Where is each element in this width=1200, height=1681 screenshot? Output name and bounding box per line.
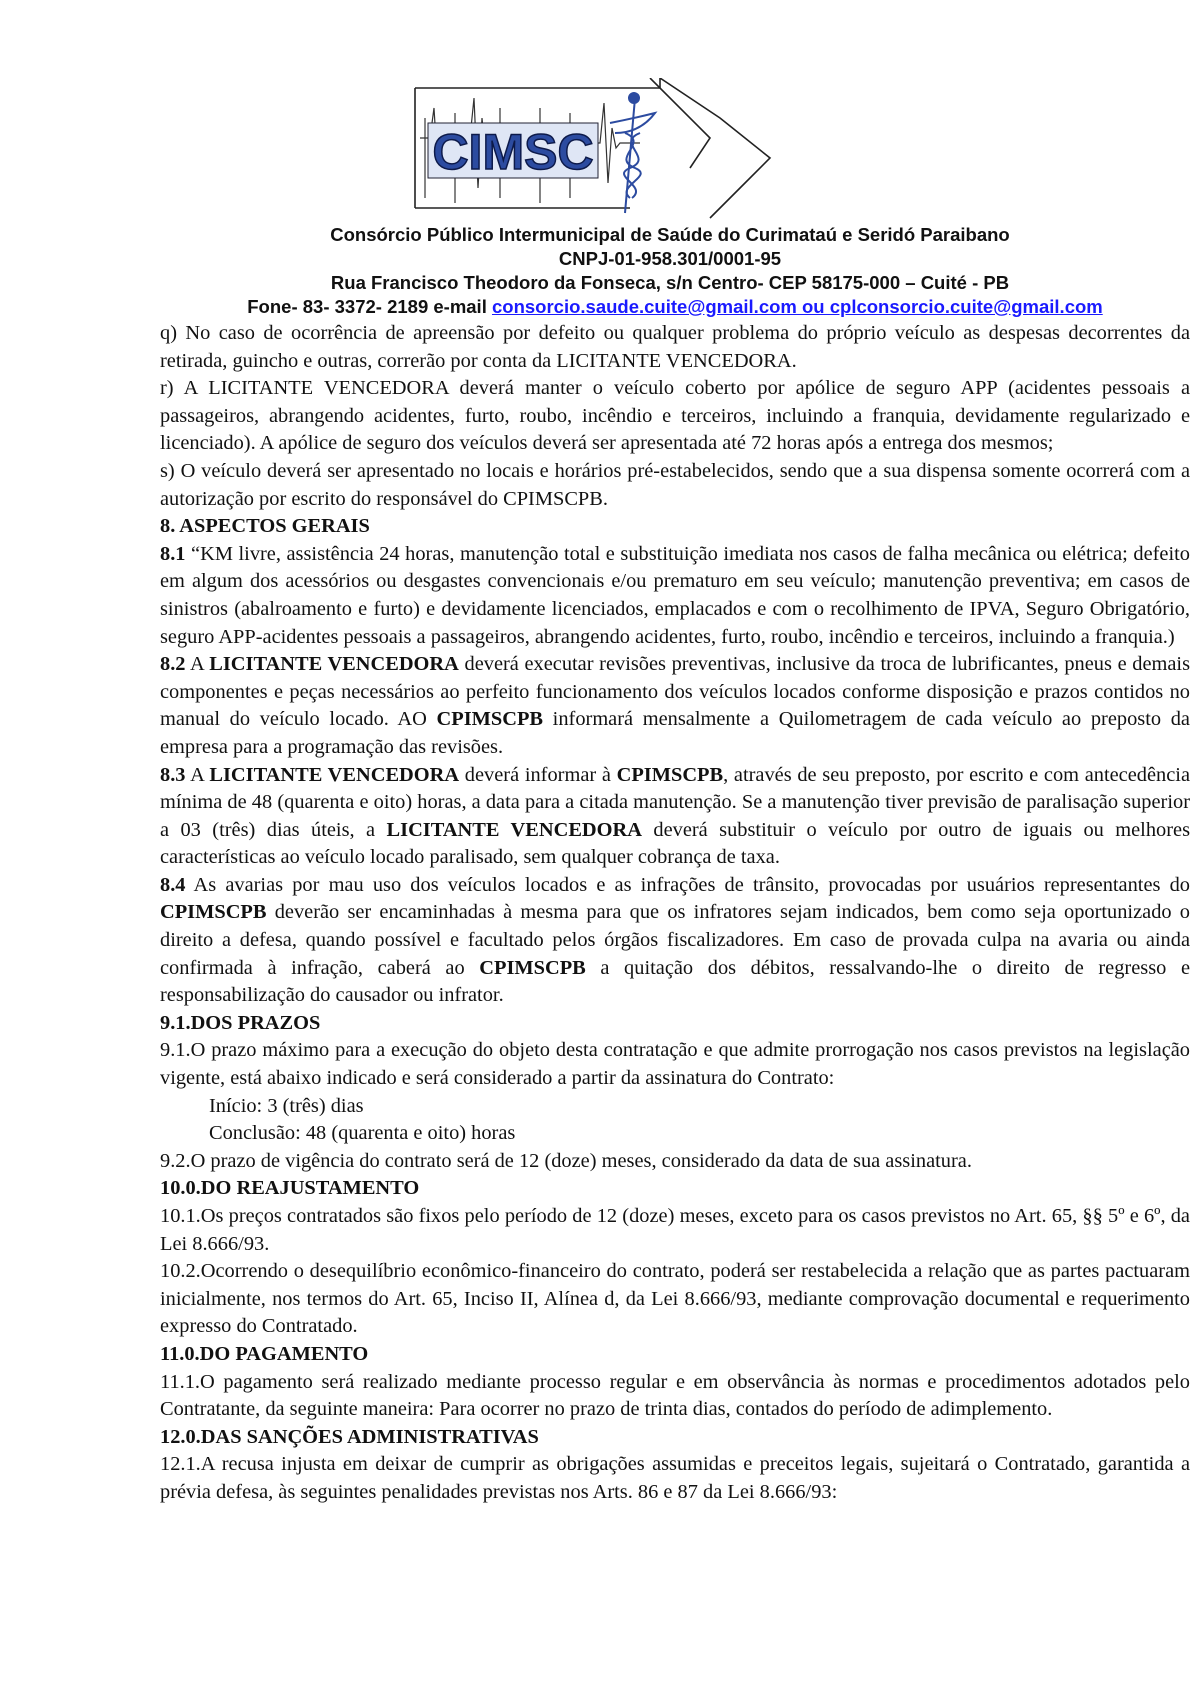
clause-text: A [185,763,210,786]
clause-text: deverão ser encaminhadas à mesma para que os infratores sejam indicados, bem como seja oportunizado o direito a defesa, quando possível e facultado pelos órgãos fiscalizadores. Em caso de provada culpa na avaria ou ainda confirmada à infração, caberá ao [160,901,1190,979]
section-heading-11: 11.0.DO PAGAMENTO [160,1342,369,1365]
paragraph-11-1: 11.1.O pagamento será realizado mediante processo regular e em observância às normas e procedimentos adotados pelo Contratante, da seguinte maneira: Para ocorrer no prazo de trinta dias, contados do período de adimplemento. [160,1370,1190,1421]
header-line-1: Consórcio Público Intermunicipal de Saúde do Curimataú e Seridó Paraibano [330,224,1010,245]
clause-text: a quitação dos débitos, ressalvando-lhe o direito de regresso e responsabilização do causador ou infrator. [160,956,1190,1007]
deadline-start: Início: 3 (três) dias [209,1094,364,1117]
header-contact [150,295,1200,319]
paragraph-8-3 [160,762,1190,872]
clause-bold: CPIMSCPB [436,708,544,731]
clause-bold: CPIMSCPB [479,956,586,979]
logo-text: CIMSC [432,124,594,180]
paragraph-r: r) A LICITANTE VENCEDORA deverá manter o veículo coberto por apólice de seguro APP (acidentes pessoais a passageiros, abrangendo acidentes, furto, roubo, incêndio e terceiros, incluindo a franquia, devidamente regularizado e licenciado). A apólice de seguro dos veículos deverá ser apresentada até 72 horas após a entrega dos mesmos; [160,377,1190,455]
clause-text: “KM livre, assistência 24 horas, manutenção total e substituição imediata nos casos de falha mecânica ou elétrica; defeito em algum dos acessórios ou desgastes convencionais e/ou prematuro em seu veículo; manutenção preventiva; em casos de sinistros (abalroamento e furto) e devidamente licenciados, emplacados e com o recolhimento de IPVA, Seguro Obrigatório, seguro APP-acidentes pessoais a passageiros, abrangendo acidentes, furto, roubo, incêndio e terceiros, incluindo a franquia.) [160,542,1190,648]
deadline-conclusion: Conclusão: 48 (quarenta e oito) horas [209,1122,516,1145]
paragraph-12-1: 12.1.A recusa injusta em deixar de cumprir as obrigações assumidas e preceitos legais, sujeitará o Contratado, garantida a prévia defesa, às seguintes penalidades previstas nos Arts. 86 e 87 da Lei 8.666/93: [160,1453,1190,1503]
cimsc-logo [410,78,780,223]
section-heading-12: 12.0.DAS SANÇÕES ADMINISTRATIVAS [160,1425,539,1448]
header-address: Rua Francisco Theodoro da Fonseca, s/n Centro- CEP 58175-000 – Cuité - PB [330,272,1010,293]
paragraph-q: q) No caso de ocorrência de apreensão por defeito ou qualquer problema do próprio veículo as despesas decorrentes da retirada, guincho e outras, correrão por conta da LICITANTE VENCEDORA. [160,322,1190,372]
clause-text: deverá substituir o veículo por outro de iguais ou melhores características ao veículo locado paralisado, sem qualquer cobrança de taxa. [160,818,1191,869]
paragraph-8-2 [160,651,1190,761]
clause-text: deverá informar à [459,763,617,786]
document-body [160,320,1190,1507]
section-heading-10: 10.0.DO REAJUSTAMENTO [160,1177,420,1200]
paragraph-8-1 [160,541,1190,651]
section-heading-8: 8. ASPECTOS GERAIS [160,515,370,538]
header-cnpj: CNPJ-01-958.301/0001-95 [558,248,782,269]
paragraph-10-1: 10.1.Os preços contratados são fixos pelo período de 12 (doze) meses, exceto para os casos previstos no Art. 65, §§ 5º e 6º, da Lei 8.666/93. [160,1205,1190,1255]
clause-bold: CPIMSCPB [616,763,724,786]
clause-text: informará mensalmente a Quilometragem de cada veículo ao preposto da empresa para a programação das revisões. [160,708,1190,758]
paragraph-9-1: 9.1.O prazo máximo para a execução do objeto desta contratação e que admite prorrogação nos casos previstos na legislação vigente, está abaixo indicado e será considerado a partir da assinatura do Contrato: [160,1039,1190,1090]
clause-bold: LICITANTE VENCEDORA [386,818,642,841]
clause-number: 8.2 [160,653,186,676]
section-heading-9: 9.1.DOS PRAZOS [160,1011,321,1034]
paragraph-9-2: 9.2.O prazo de vigência do contrato será de 12 (doze) meses, considerado da data de sua assinatura. [160,1149,972,1172]
clause-text: deverá executar revisões preventivas, inclusive da troca de lubrificantes, pneus e demais componentes e peças necessários ao perfeito funcionamento dos veículos locados conforme disposição e prazos contidos no manual do veículo locado. AO [160,653,1191,731]
clause-number: 8.3 [160,763,186,786]
paragraph-s: s) O veículo deverá ser apresentado no locais e horários pré-estabelecidos, sendo que a sua dispensa somente ocorrerá com a autorização por escrito do responsável do CPIMSCPB. [160,459,1190,510]
header-email-links[interactable]: consorcio.saude.cuite@gmail.com ou cplconsorcio.cuite@gmail.com [491,296,1103,317]
header-phone: Fone- 83- 3372- 2189 e-mail [247,296,492,317]
clause-text: A [185,653,210,676]
clause-text: , através de seu preposto, por escrito e com antecedência mínima de 48 (quarenta e oito) horas, a data para a citada manutenção. Se a manutenção tiver previsão de paralisação superior a 03 (três) dias úteis, a [160,763,1190,841]
clause-text: As avarias por mau uso dos veículos locados e as infrações de trânsito, provocadas por usuários representantes do [185,873,1190,896]
clause-bold: LICITANTE VENCEDORA [209,653,459,676]
clause-bold: LICITANTE VENCEDORA [209,763,460,786]
paragraph-10-2: 10.2.Ocorrendo o desequilíbrio econômico-financeiro do contrato, poderá ser restabelecida a relação que as partes pactuaram inicialmente, nos termos do Art. 65, Inciso II, Alínea d, da Lei 8.666/93, mediante comprovação documental e requerimento expresso do Contratado. [160,1260,1190,1338]
clause-bold: CPIMSCPB [160,901,267,924]
clause-number: 8.1 [160,542,186,565]
paragraph-8-4 [160,872,1190,1010]
clause-number: 8.4 [160,873,186,896]
